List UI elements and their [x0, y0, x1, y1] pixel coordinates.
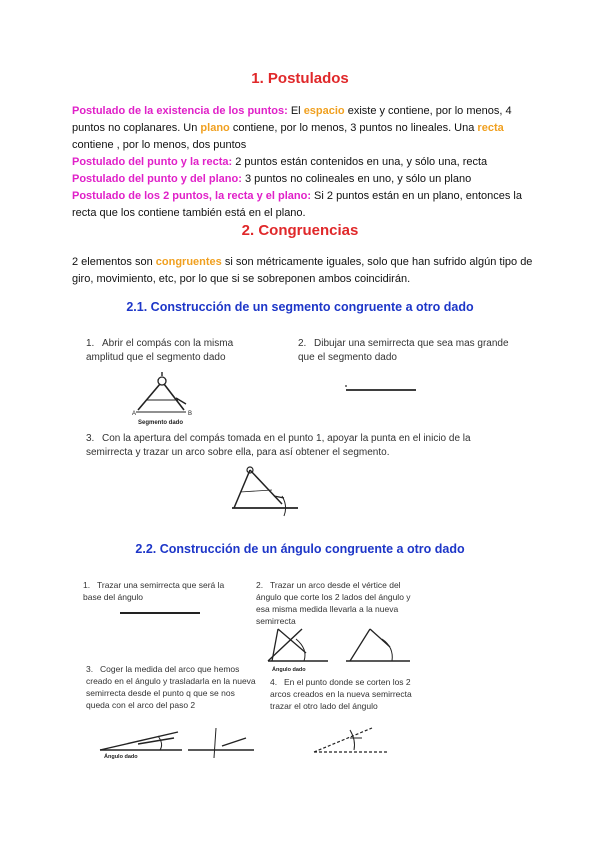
keyword-recta: recta [477, 122, 504, 134]
compass-segment-figure [128, 372, 218, 428]
compass-arc-figure [224, 466, 300, 518]
angle-arc-figure [262, 625, 422, 675]
segment-step-2 [298, 337, 520, 365]
congruence-intro [72, 254, 534, 288]
section-1-title: 1. Postulados [251, 70, 349, 87]
angle-step-3-text: Coger la medida del arco que hemos creado en el ángulo y trasladarla en la nueva semirrecta desde el punto q que se nos queda con el arco del paso 2 [86, 664, 256, 710]
angle-caption-a: Ángulo dado [272, 667, 306, 673]
postulate-point-plane-text: 3 puntos no colineales en uno, y sólo un plano [241, 173, 472, 185]
angle-caption-b: Ángulo dado [104, 754, 138, 760]
postulate-points-text-2: existe y contiene, por lo menos, 4 puntos no coplanares. Un [72, 105, 512, 134]
postulate-points-text-4: contiene , por lo menos, dos puntos [72, 139, 247, 151]
subsection-2-1-title: 2.1. Construcción de un segmento congruente a otro dado [126, 300, 474, 314]
postulate-point-plane-label: Postulado del punto y del plano: [72, 173, 242, 185]
congruence-intro-text-1: 2 elementos son [72, 256, 156, 268]
segment-step-2-number: 2. [298, 338, 307, 349]
angle-transfer-figure [98, 724, 258, 764]
segment-point-b: B [188, 411, 193, 417]
postulate-point-line-label: Postulado del punto y la recta: [72, 156, 233, 168]
segment-step-3-text: Con la apertura del compás tomada en el punto 1, apoyar la punta en el inicio de la semirrecta y trazar un arco sobre ella, para así obtener el segmento. [86, 433, 471, 458]
subsection-2-2-title: 2.2. Construcción de un ángulo congruente a otro dado [135, 542, 465, 556]
postulate-point-plane [72, 171, 534, 188]
angle-step-2-text: Trazar un arco desde el vértice del ángulo que corte los 2 lados del ángulo y esa misma medida llevarla a la nueva semirrecta [256, 580, 411, 626]
keyword-plano: plano [200, 122, 230, 134]
angle-step-4-text: En el punto donde se corten los 2 arcos creados en la nueva semirrecta trazar el otro lado del ángulo [270, 677, 412, 711]
segment-step-3 [86, 432, 498, 460]
angle-step-4 [270, 676, 420, 712]
angle-step-4-number: 4. [270, 677, 278, 687]
segment-caption: Segmento dado [138, 420, 184, 426]
postulate-points-label: Postulado de la existencia de los puntos: [72, 105, 288, 117]
segment-step-1-number: 1. [86, 338, 95, 349]
congruence-intro-text-2: si son métricamente iguales, solo que han sufrido algún tipo de giro, movimiento, etc, por lo que si se sobreponen ambos coincidirán. [72, 256, 533, 285]
segment-step-1 [86, 337, 266, 365]
postulate-point-line [72, 154, 534, 171]
angle-base-line-figure [118, 608, 202, 618]
segment-step-1-text: Abrir el compás con la misma amplitud que el segmento dado [86, 338, 234, 363]
keyword-espacio: espacio [303, 105, 345, 117]
angle-step-1-text: Trazar una semirrecta que será la base del ángulo [83, 580, 225, 602]
angle-step-2 [256, 579, 416, 627]
angle-step-2-number: 2. [256, 580, 264, 590]
section-2-title: 2. Congruencias [241, 222, 359, 239]
segment-step-2-text: Dibujar una semirrecta que sea mas grande que el segmento dado [298, 338, 509, 363]
postulate-point-line-text: 2 puntos están contenidos en una, y sólo una, recta [232, 156, 488, 168]
postulate-points [72, 103, 534, 154]
segment-step-3-number: 3. [86, 433, 95, 444]
angle-step-3-number: 3. [86, 664, 94, 674]
postulate-two-points-text: Si 2 puntos están en un plano, entonces la recta que los contiene también está en el plano. [72, 190, 522, 219]
angle-step-3 [86, 663, 256, 711]
postulate-two-points [72, 188, 534, 222]
postulate-points-text-3: contiene, por lo menos, 3 puntos no lineales. Una [229, 122, 478, 134]
angle-step-1 [83, 579, 233, 603]
angle-step-1-number: 1. [83, 580, 91, 590]
postulate-points-text-1: El [287, 105, 304, 117]
half-line-figure [340, 382, 420, 396]
keyword-congruentes: congruentes [155, 256, 222, 268]
postulate-two-points-label: Postulado de los 2 puntos, la recta y el plano: [72, 190, 311, 202]
segment-point-a: A [132, 411, 137, 417]
angle-final-figure [312, 724, 392, 760]
